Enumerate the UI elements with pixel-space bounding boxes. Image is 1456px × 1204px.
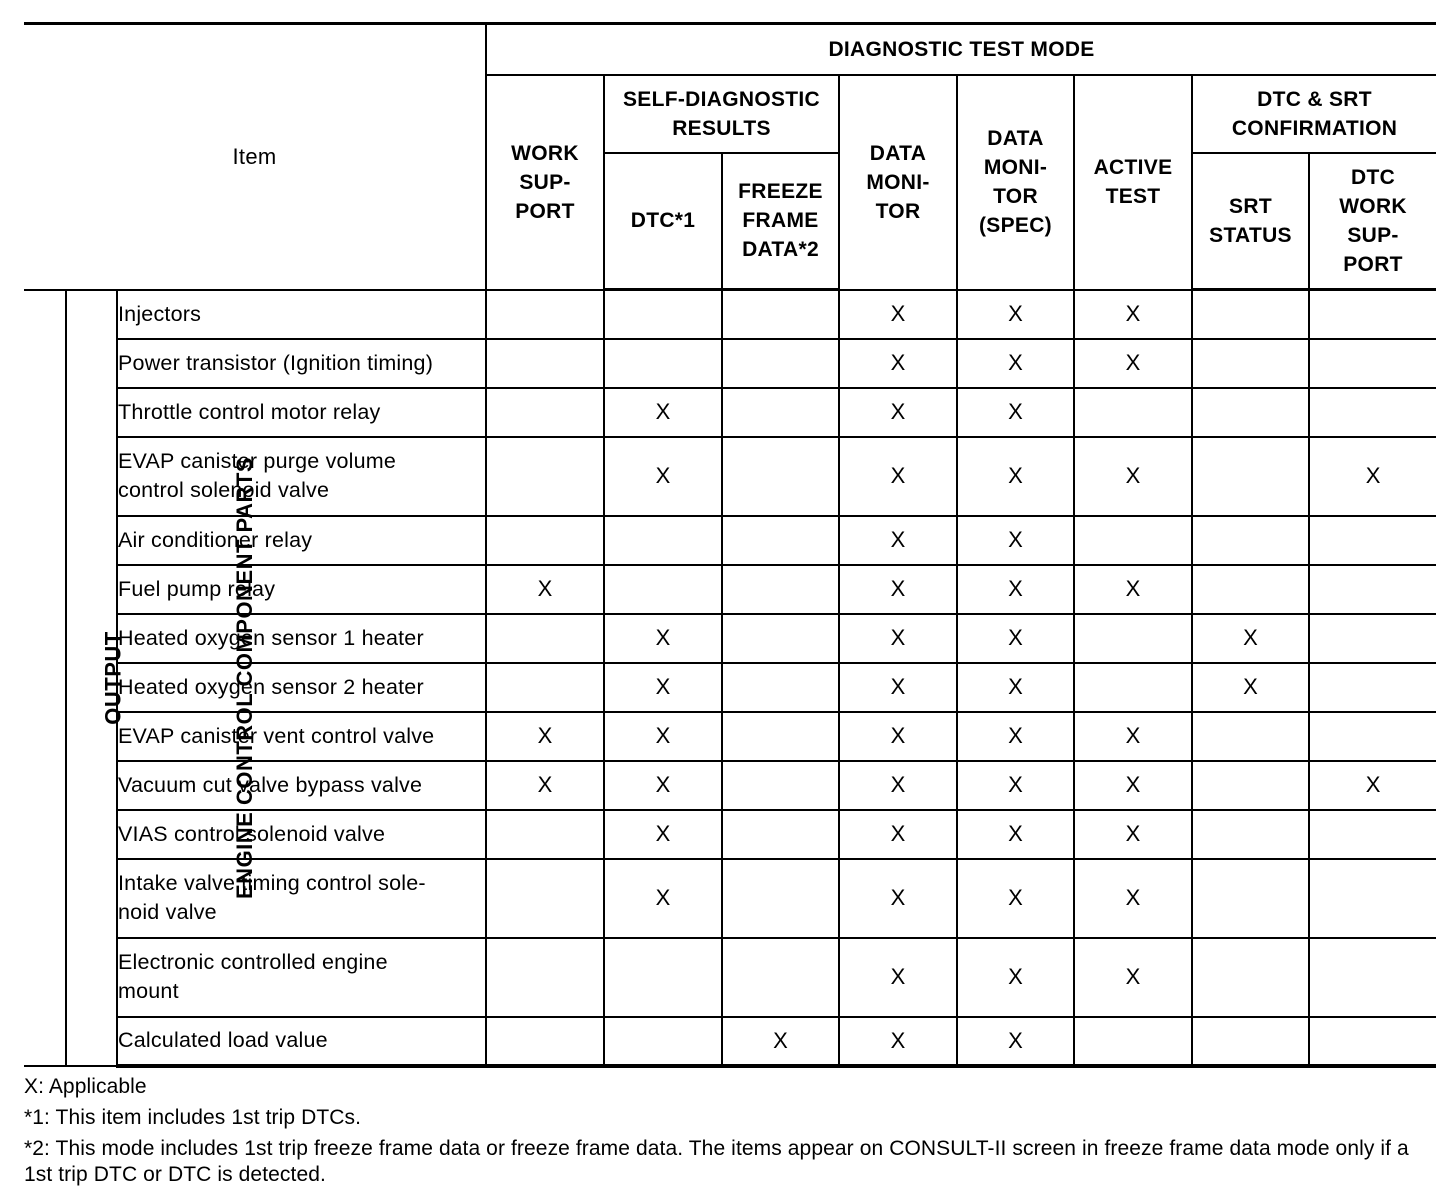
item-name: Power transistor (Ignition timing) (117, 339, 486, 388)
mode-cell: X (957, 859, 1074, 938)
item-name: Vacuum cut valve bypass valve (117, 761, 486, 810)
mode-cell (486, 810, 604, 859)
item-name: Intake valve timing control sole- noid valve (117, 859, 486, 938)
item-name: Injectors (117, 290, 486, 339)
data-monitor-spec-header: DATA MONI- TOR (SPEC) (957, 75, 1074, 290)
mode-cell: X (957, 1017, 1074, 1066)
mode-cell: X (957, 339, 1074, 388)
dtc1-header: DTC*1 (604, 153, 722, 290)
item-name: Heated oxygen sensor 2 heater (117, 663, 486, 712)
mode-cell: X (957, 437, 1074, 516)
mode-cell (1192, 565, 1309, 614)
mode-cell: X (1074, 761, 1192, 810)
mode-cell: X (839, 290, 957, 339)
item-name: Air conditioner relay (117, 516, 486, 565)
mode-cell (1309, 859, 1436, 938)
mode-cell: X (604, 859, 722, 938)
mode-cell: X (604, 663, 722, 712)
mode-cell (722, 614, 839, 663)
mode-cell (604, 565, 722, 614)
mode-cell: X (1074, 339, 1192, 388)
mode-cell: X (839, 516, 957, 565)
mode-cell (722, 761, 839, 810)
item-name: EVAP canister purge volume control solenoid valve (117, 437, 486, 516)
mode-cell (722, 938, 839, 1017)
active-test-header: ACTIVE TEST (1074, 75, 1192, 290)
mode-cell (486, 663, 604, 712)
footnotes (24, 1074, 1436, 1193)
mode-cell (486, 437, 604, 516)
mode-cell (1074, 1017, 1192, 1066)
mode-cell (1074, 614, 1192, 663)
mode-cell (486, 516, 604, 565)
diagnostic-test-mode-header: DIAGNOSTIC TEST MODE (486, 24, 1436, 75)
mode-cell (1309, 614, 1436, 663)
mode-cell: X (957, 290, 1074, 339)
mode-cell (1192, 810, 1309, 859)
mode-cell (486, 859, 604, 938)
mode-cell (1192, 712, 1309, 761)
mode-cell: X (604, 761, 722, 810)
mode-cell (1192, 938, 1309, 1017)
mode-cell: X (486, 761, 604, 810)
group-label: ENGINE CONTROL COMPONENT PARTS (231, 456, 257, 899)
dtc-work-support-header: DTC WORK SUP- PORT (1309, 153, 1436, 290)
mode-cell: X (839, 565, 957, 614)
mode-cell: X (839, 339, 957, 388)
mode-cell (1309, 1017, 1436, 1066)
mode-cell (1192, 859, 1309, 938)
mode-cell: X (486, 712, 604, 761)
mode-cell: X (604, 388, 722, 437)
mode-cell (1309, 712, 1436, 761)
mode-cell: X (839, 761, 957, 810)
mode-cell (486, 1017, 604, 1066)
mode-cell: X (839, 437, 957, 516)
mode-cell: X (1074, 290, 1192, 339)
mode-cell (1192, 290, 1309, 339)
mode-cell: X (604, 614, 722, 663)
mode-cell (722, 859, 839, 938)
item-name: Heated oxygen sensor 1 heater (117, 614, 486, 663)
mode-cell (722, 516, 839, 565)
item-column-header: Item (24, 24, 486, 290)
mode-cell (1192, 761, 1309, 810)
mode-cell (1074, 388, 1192, 437)
mode-cell (1309, 516, 1436, 565)
mode-cell (604, 339, 722, 388)
mode-cell: X (1192, 614, 1309, 663)
mode-cell: X (1309, 761, 1436, 810)
mode-cell: X (957, 938, 1074, 1017)
mode-cell: X (839, 810, 957, 859)
mode-cell (722, 565, 839, 614)
mode-cell: X (957, 663, 1074, 712)
table-row (24, 938, 1436, 1017)
mode-cell: X (839, 388, 957, 437)
item-name: EVAP canister vent control valve (117, 712, 486, 761)
mode-cell: X (839, 859, 957, 938)
mode-cell (1309, 810, 1436, 859)
mode-cell (722, 712, 839, 761)
mode-cell (722, 437, 839, 516)
freeze-frame-data-header: FREEZE FRAME DATA*2 (722, 153, 839, 290)
mode-cell: X (1074, 859, 1192, 938)
mode-cell (1192, 339, 1309, 388)
mode-cell (1192, 437, 1309, 516)
mode-cell: X (839, 663, 957, 712)
mode-cell: X (957, 516, 1074, 565)
mode-cell: X (957, 614, 1074, 663)
mode-cell: X (1074, 938, 1192, 1017)
mode-cell (1192, 388, 1309, 437)
mode-cell: X (1309, 437, 1436, 516)
mode-cell: X (1074, 810, 1192, 859)
mode-cell (486, 290, 604, 339)
footnote-1: *1: This item includes 1st trip DTCs. (24, 1106, 362, 1129)
table-row (24, 1017, 1436, 1066)
table-row (24, 290, 1436, 339)
self-diagnostic-results-header: SELF-DIAGNOSTIC RESULTS (604, 75, 839, 153)
mode-cell: X (1074, 712, 1192, 761)
item-name: Calculated load value (117, 1017, 486, 1066)
mode-cell: X (839, 614, 957, 663)
mode-cell (604, 290, 722, 339)
dtc-srt-confirmation-header: DTC & SRT CONFIRMATION (1192, 75, 1436, 153)
data-monitor-header: DATA MONI- TOR (839, 75, 957, 290)
mode-cell (1309, 339, 1436, 388)
mode-cell: X (604, 810, 722, 859)
mode-cell: X (486, 565, 604, 614)
mode-cell (486, 339, 604, 388)
mode-cell: X (839, 712, 957, 761)
mode-cell: X (957, 761, 1074, 810)
mode-cell (486, 388, 604, 437)
mode-cell (722, 810, 839, 859)
mode-cell (722, 290, 839, 339)
mode-cell (722, 663, 839, 712)
mode-cell: X (1074, 437, 1192, 516)
diagnostic-test-mode-table (24, 22, 1436, 1068)
work-support-header: WORK SUP- PORT (486, 75, 604, 290)
mode-cell (1309, 565, 1436, 614)
mode-cell: X (1074, 565, 1192, 614)
subgroup-label: OUTPUT (100, 630, 126, 725)
item-name: Fuel pump relay (117, 565, 486, 614)
mode-cell (722, 339, 839, 388)
mode-cell (1309, 388, 1436, 437)
mode-cell (486, 938, 604, 1017)
mode-cell: X (957, 810, 1074, 859)
table-row (24, 339, 1436, 388)
subgroup-label-cell (66, 290, 126, 1066)
mode-cell: X (839, 1017, 957, 1066)
table-row (24, 388, 1436, 437)
mode-cell (604, 938, 722, 1017)
item-name: Electronic controlled engine mount (117, 938, 486, 1017)
srt-status-header: SRT STATUS (1192, 153, 1309, 290)
mode-cell (1192, 516, 1309, 565)
mode-cell (486, 614, 604, 663)
mode-cell (1192, 1017, 1309, 1066)
mode-cell (1074, 516, 1192, 565)
mode-cell: X (957, 712, 1074, 761)
mode-cell: X (839, 938, 957, 1017)
footnote-2: *2: This mode includes 1st trip freeze frame data or freeze frame data. The items appear on CONSULT-II screen in freeze frame data mode only if a 1st trip DTC or DTC is detected. (24, 1137, 1409, 1186)
mode-cell (1309, 663, 1436, 712)
mode-cell: X (1192, 663, 1309, 712)
mode-cell (1309, 290, 1436, 339)
mode-cell (604, 1017, 722, 1066)
mode-cell: X (957, 388, 1074, 437)
mode-cell (1074, 663, 1192, 712)
mode-cell: X (604, 437, 722, 516)
mode-cell: X (722, 1017, 839, 1066)
item-name: VIAS control solenoid valve (117, 810, 486, 859)
mode-cell: X (957, 565, 1074, 614)
mode-cell (722, 388, 839, 437)
item-name: Throttle control motor relay (117, 388, 486, 437)
mode-cell: X (604, 712, 722, 761)
mode-cell (1309, 938, 1436, 1017)
mode-cell (604, 516, 722, 565)
footnote-applicable: X: Applicable (24, 1075, 147, 1098)
